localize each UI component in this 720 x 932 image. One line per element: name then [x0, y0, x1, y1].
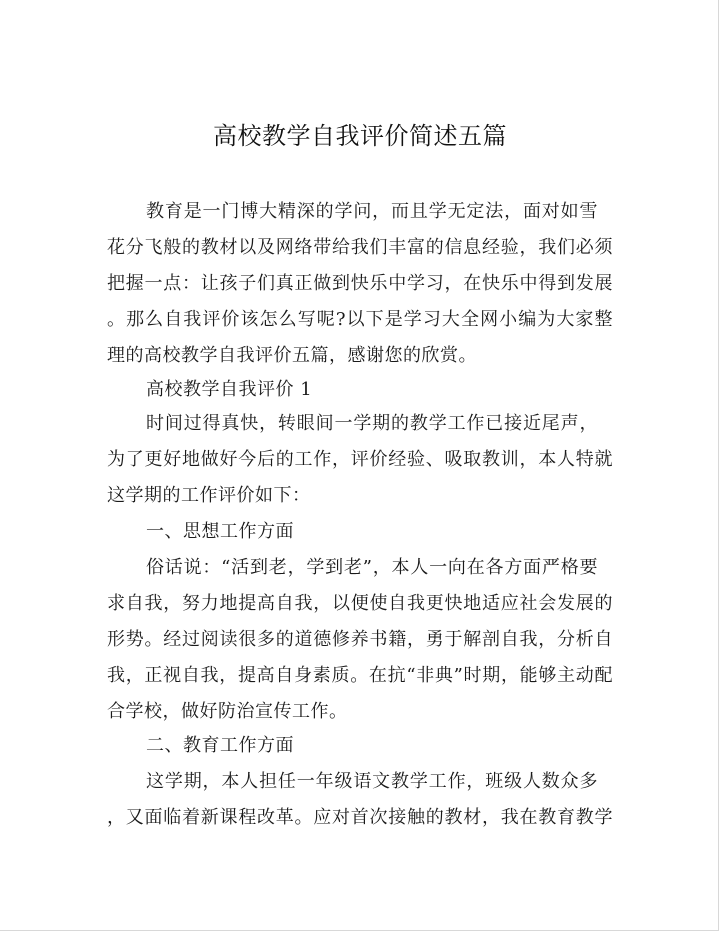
document-title: 高校教学自我评价简述五篇: [213, 122, 507, 150]
section-heading: 一、思想工作方面: [146, 521, 294, 542]
section-heading: 高校教学自我评价 1: [146, 379, 313, 400]
section-heading: 二、教育工作方面: [146, 735, 294, 756]
paragraph-line: 为了更好地做好今后的工作，评价经验、吸取教训，本人特就: [107, 449, 613, 470]
paragraph-line: 这学期的工作评价如下：: [107, 485, 311, 506]
paragraph-line: 俗话说：“活到老，学到老”，本人一向在各方面严格要: [146, 557, 598, 578]
paragraph-line: 这学期，本人担任一年级语文教学工作，班级人数众多: [146, 771, 598, 792]
paragraph-line: 我，正视自我，提高自身素质。在抗“非典”时期，能够主动配: [107, 665, 613, 686]
paragraph-line: 形势。经过阅读很多的道德修养书籍，勇于解剖自我，分析自: [107, 629, 613, 650]
paragraph-line: 求自我，努力地提高自我，以便使自我更快地适应社会发展的: [107, 593, 613, 614]
paragraph-line: 合学校，做好防治宣传工作。: [107, 701, 348, 722]
paragraph-line: 花分飞般的教材以及网络带给我们丰富的信息经验，我们必须: [107, 237, 613, 258]
paragraph-line: 把握一点：让孩子们真正做到快乐中学习，在快乐中得到发展: [107, 273, 613, 294]
paragraph-line: ，又面临着新课程改革。应对首次接触的教材，我在教育教学: [107, 807, 613, 828]
paragraph-line: 。那么自我评价该怎么写呢?以下是学习大全网小编为大家整: [107, 309, 613, 330]
paragraph-line: 时间过得真快，转眼间一学期的教学工作已接近尾声，: [146, 413, 598, 434]
paragraph-line: 教育是一门博大精深的学问，而且学无定法，面对如雪: [146, 201, 598, 222]
paragraph-line: 理的高校教学自我评价五篇，感谢您的欣赏。: [107, 345, 477, 366]
